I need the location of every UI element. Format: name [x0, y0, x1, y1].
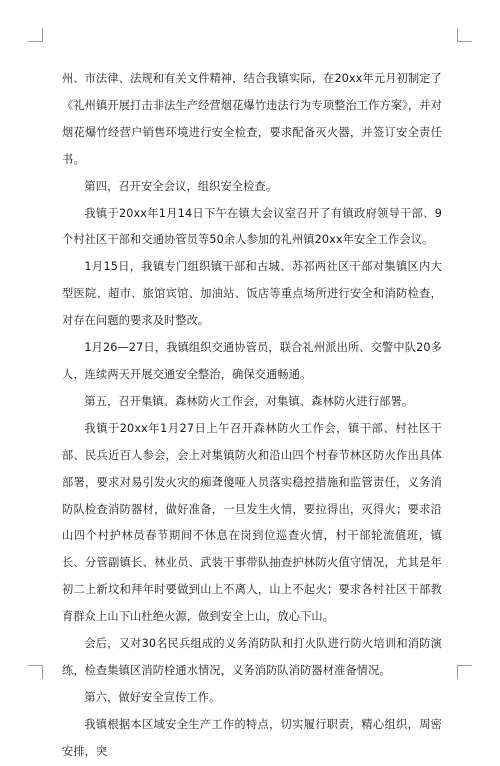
crop-mark-top-left-vertical [42, 28, 43, 42]
paragraph-fire-training: 会后，又对30名民兵组成的义务消防队和打火队进行防火培训和消防演练，检查集镇区消防栓通水情况，义务消防队消防器材准备情况。 [62, 637, 442, 677]
paragraph-heading-fourth: 第四，召开安全会议，组织安全检查。 [84, 179, 278, 193]
paragraph-heading-sixth: 第六，做好安全宣传工作。 [84, 690, 221, 704]
crop-mark-top-left-horizontal [28, 41, 42, 42]
paragraph-inspection: 1月15日，我镇专门组织镇干部和古城、苏祁两社区干部对集镇区内大型医院、超市、旅馆宾馆、加油站、饭店等重点场所进行安全和消防检查，对存在问题的要求及时整改。 [62, 260, 442, 328]
document-body [62, 66, 442, 766]
paragraph-fire-prevention-meeting: 我镇于20xx年1月27日上午召开森林防火工作会，镇干部、村社区干部、民兵近百人参会，会上对集镇防火和沿山四个村春节林区防火作出具体部署，要求对易引发火灾的痴聋傻哑人员落实稳控措施和监管责任，义务消防队检查消防器材，做好准备，一旦发生火情，要拉得出，灭得火；要求沿山四个村护林员春节期间不休息在岗到位巡查火情，村干部轮流值班，镇长、分管副镇长、林业员、武装干事带队抽查护林防火值守情况，尤其是年初二上新坟和拜年时要做到山上不离人，山上不起火；要求各村社区干部教育群众上山下山杜绝火源，做到安全上山，放心下山。 [62, 421, 442, 624]
crop-mark-top-right-horizontal [458, 41, 472, 42]
crop-mark-top-right-vertical [457, 28, 458, 42]
paragraph-publicity: 我镇根据本区域安全生产工作的特点，切实履行职责，精心组织，周密安排，突 [62, 717, 442, 758]
paragraph-heading-fifth: 第五，召开集镇、森林防火工作会，对集镇、森林防火进行部署。 [84, 394, 414, 408]
crop-mark-bottom-left-horizontal [28, 665, 42, 666]
paragraph-traffic: 1月26—27日，我镇组织交通协管员，联合礼州派出所、交警中队20多人，连续两天开展交通安全整治，确保交通畅通。 [62, 341, 442, 381]
crop-mark-bottom-right-vertical [457, 665, 458, 679]
paragraph-safety-meeting: 我镇于20xx年1月14日下午在镇大会议室召开了有镇政府领导干部、9个村社区干部和交通协管员等50余人参加的礼州镇20xx年安全工作会议。 [62, 206, 442, 247]
crop-mark-bottom-left-vertical [42, 665, 43, 679]
crop-mark-bottom-right-horizontal [458, 665, 472, 666]
paragraph-continuation: 州、市法律、法规和有关文件精神，结合我镇实际，在20xx年元月初制定了《礼州镇开展打击非法生产经营烟花爆竹违法行为专项整治工作方案》，并对烟花爆竹经营户销售环境进行安全检查，要求配备灭火器，并签订安全责任书。 [62, 72, 442, 166]
